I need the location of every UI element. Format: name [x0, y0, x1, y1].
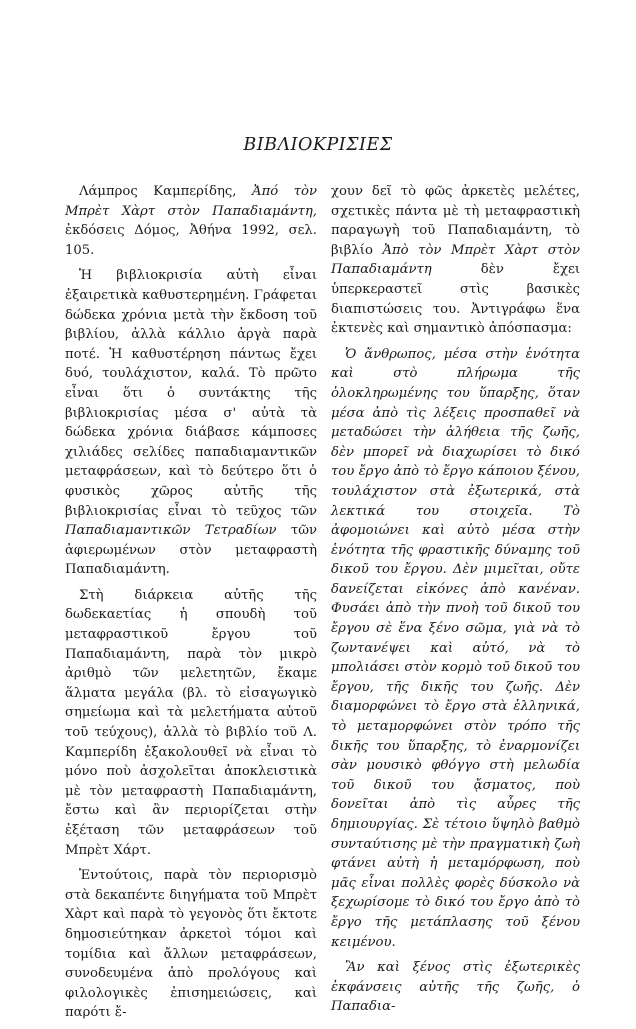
paragraph-3: Ἐντούτοις, παρὰ τὸν περιορισμὸ στὰ δεκαπέντε διηγήματα τοῦ Μπρὲτ Χὰρτ καὶ παρὰ τὸ γεγονὸς ὅτι ἔκτοτε δημοσιεύτηκαν ἀρκετοὶ τόμοι καὶ τομίδια καὶ ἄλλων μεταφράσεων, συνοδευμένα ἀπὸ προλόγους καὶ φιλολογικὲς ἐπισημειώσεις, καὶ παρότι ἔ-	[65, 868, 317, 1021]
left-column	[65, 182, 317, 1029]
reference-book-title: Ἀπό τὸν Μπρὲτ Χὰρτ στὸν Παπαδιαμάντη,	[65, 184, 317, 219]
paragraph-continued-italic: Ἀπὸ τὸν Μπρὲτ Χὰρτ στὸν Παπαδιαμάντη	[331, 242, 580, 278]
reference-author: Λάμπρος Καμπερίδης,	[79, 184, 237, 199]
paragraph-2: Στὴ διάρκεια αὐτῆς τῆς δωδεκαετίας ἡ σπουδὴ τοῦ μεταφραστικοῦ ἔργου τοῦ Παπαδιαμάντη, παρὰ τὸν μικρὸ ἀριθμὸ τῶν μελετητῶν, ἔκαμε ἅλματα μεγάλα (βλ. τὸ εἰσαγωγικὸ σημείωμα καὶ τὰ μελετήματα αὐτοῦ τοῦ τεύχους), ἀλλὰ τὸ βιβλίο τοῦ Λ. Καμπερίδη ἐξακολουθεῖ νὰ εἶναι τὸ μόνο ποὺ ἀσχολεῖται ἀποκλειστικὰ μὲ τὸν μεταφραστὴ Παπαδιαμάντη, ἔστω καὶ ἂν περιορίζεται στὴν ἐξέταση τῶν μεταφράσεων τοῦ Μπρὲτ Χάρτ.	[65, 587, 317, 858]
paragraph-1-end: τῶν ἀφιερωμένων στὸν μεταφραστὴ Παπαδιαμάντη.	[65, 523, 317, 578]
quoted-excerpt-1: Ὁ ἄνθρωπος, μέσα στὴν ἑνότητα καὶ στὸ πλήρωμα τῆς ὁλοκληρωμένης του ὕπαρξης, ὅταν μέσα ἀπὸ τὶς λέξεις προσπαθεῖ νὰ μεταδώσει τὴν ἀλήθεια τῆς ζωῆς, δὲν μπορεῖ νὰ διαχωρίσει τὸ δικό του ἔργο ἀπὸ τὸ ἔργο κάποιου ξένου, τουλάχιστον στὰ ἐξωτερικά, στὰ λεκτικά του στοιχεῖα. Τὸ ἀφομοιώνει καὶ αὐτὸ μέσα στὴν ἑνότητα τῆς φραστικῆς δύναμης τοῦ δικοῦ του ἔργου. Δὲν μιμεῖται, οὔτε δανείζεται εἰκόνες ἀπὸ κανέναν. Φυσάει ἀπὸ τὴν πνοὴ τοῦ δικοῦ του ἔργου σὲ ἕνα ξένο σῶμα, γιὰ νὰ τὸ ζωντανέψει καὶ αὐτό, νὰ τὸ μπολιάσει στὸν κορμὸ τοῦ δικοῦ του ἔργου, τῆς δικῆς του ζωῆς. Δὲν διαμορφώνει τὸ ἔργο στὰ ἑλληνικά, τὸ μεταμορφώνει στὸν τρόπο τῆς δικῆς του ὕπαρξης, τὸ ἐναρμονίζει σὰν μουσικὸ φθόγγο στὴ μελωδία τοῦ δικοῦ του ᾄσματος, ποὺ δονεῖται ἀπὸ τὶς αὖρες τῆς δημιουργίας. Σὲ τέτοιο ὕψηλὸ βαθμὸ συνταύτισης μὲ τὴν πραγματικὴ ζωὴ φτάνει αὐτὴ ἡ μεταμόρφωση, ποὺ μᾶς εἶναι πολλὲς φορὲς δύσκολο νὰ ξεχωρίσομε τὸ δικό του ἔργο ἀπὸ τὸ ἔργο τῆς μετάπλασης τοῦ ξένου κειμένου.	[331, 346, 580, 950]
paragraph-continued	[331, 182, 580, 339]
quoted-excerpt-2: Ἂν καὶ ξένος στὶς ἐξωτερικὲς ἐκφάνσεις αὐτῆς τῆς ζωῆς, ὁ Παπαδια-	[331, 960, 580, 1015]
paragraph-continued-text: χουν δεῖ τὸ φῶς ἀρκετὲς μελέτες, σχετικὲς πάντα μὲ τὴ μεταφραστικὴ παραγωγὴ τοῦ Παπαδιαμάντη, τὸ βιβλίο	[331, 184, 580, 258]
paragraph-continued-end: δὲν ἔχει ὑπερκεραστεῖ στὶς βασικὲς διαπιστώσεις του. Ἀντιγράφω ἕνα ἐκτενὲς καὶ σημαντικὸ ἀπόσπασμα:	[331, 262, 580, 337]
paragraph-1-italic: Παπαδιαμαντικῶν Τετραδίων	[65, 523, 277, 539]
right-column	[331, 182, 580, 1023]
reference-publisher: ἐκδόσεις Δόμος, Ἀθήνα 1992, σελ. 105.	[65, 223, 317, 258]
paragraph-1-text: Ἡ βιβλιοκρισία αὐτὴ εἶναι ἐξαιρετικὰ καθυστερημένη. Γράφεται δώδεκα χρόνια μετὰ τὴν ἔκδοση τοῦ βιβλίου, ἀλλὰ κάλλιο ἀργὰ παρὰ ποτέ. Ἡ καθυστέρηση πάντως ἔχει δυό, τουλάχιστον, καλά. Τὸ πρῶτο εἶναι ὅτι ὁ συντάκτης τῆς βιβλιοκρισίας μέσα σ' αὐτὰ τὰ δώδεκα χρόνια διάβασε κάμποσες χιλιάδες σελίδες παπαδιαμαντικῶν μεταφράσεων, καὶ τὸ δεύτερο ὅτι ὁ φυσικὸς χῶρος αὐτῆς τῆς βιβλιοκρισίας εἶναι τὸ τεῦχος τῶν	[65, 268, 317, 519]
page-title: ΒΙΒΛΙΟΚΡΙΣΙΕΣ	[243, 135, 393, 155]
book-reference	[65, 182, 317, 260]
paragraph-1	[65, 266, 317, 580]
